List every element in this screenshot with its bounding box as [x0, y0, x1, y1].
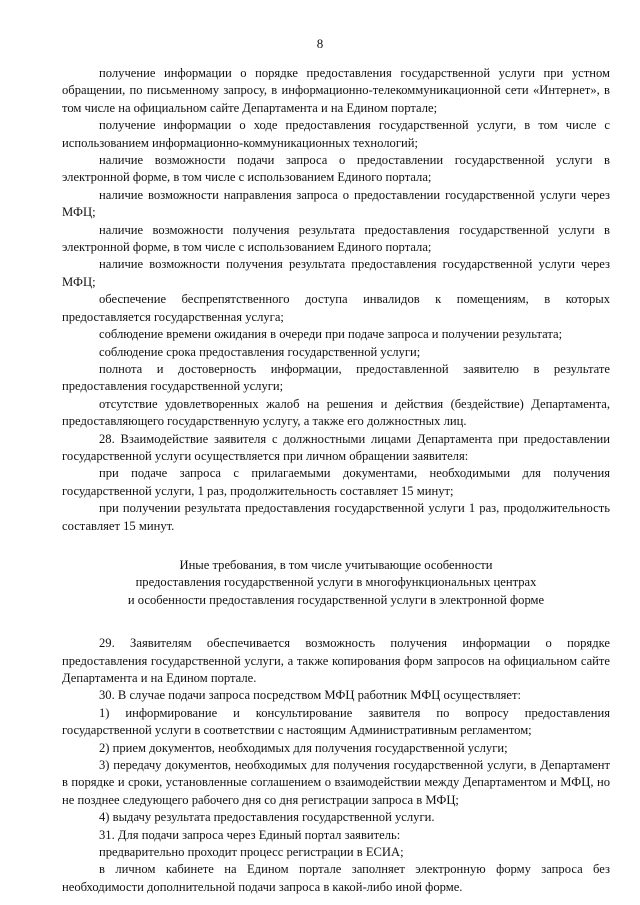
paragraph-clause-30: 30. В случае подачи запроса посредством МФЦ работник МФЦ осуществляет:: [99, 688, 521, 703]
paragraph: получение информации о порядке предоставления государственной услуги при устном обращении, по письменному запросу, в информационно-телекоммуникационной сети «Интернет», в том числе на официальном сайте Департамента и на Едином портале;: [62, 66, 610, 115]
paragraph: 1) информирование и консультирование заявителя по вопросу предоставления государственной услуги в соответствии с настоящим Административным регламентом;: [62, 705, 610, 738]
paragraph-clause-31: 31. Для подачи запроса через Единый портал заявитель:: [99, 827, 401, 842]
paragraph: при подаче запроса с прилагаемыми документами, необходимыми для получения государственной услуги, 1 раз, продолжительность составляет 15 минут;: [62, 466, 610, 498]
paragraph-clause-28: 28. Взаимодействие заявителя с должностными лицами Департамента при предоставлении государственной услуги осуществляется при личном обращении заявителя:: [62, 431, 610, 463]
paragraph: в личном кабинете на Едином портале заполняет электронную форму запроса без необходимости дополнительной подачи запроса в какой-либо иной форме.: [62, 862, 610, 894]
page-number: 8: [316, 36, 324, 51]
paragraph-clause-29: 29. Заявителям обеспечивается возможность получения информации о порядке предоставления государственной услуги, а также копирования форм запросов на официальном сайте Департамента и на Едином портале.: [62, 636, 610, 685]
section-heading: [62, 557, 610, 609]
paragraph: полнота и достоверность информации, предоставленной заявителю в результате предоставления государственной услуги;: [62, 361, 610, 394]
paragraph: соблюдение времени ожидания в очереди при подаче запроса и получении результата;: [99, 327, 563, 342]
paragraph: наличие возможности получения результата предоставления государственной услуги в электронной форме, в том числе с использованием Единого портала;: [62, 222, 610, 255]
paragraph: получение информации о ходе предоставления государственной услуги, в том числе с использованием информационно-коммуникационных технологий;: [62, 118, 610, 150]
paragraph: отсутствие удовлетворенных жалоб на решения и действия (бездействие) Департамента, предоставляющего государственную услугу, а также его должностных лиц.: [62, 396, 610, 429]
paragraph: наличие возможности направления запроса о предоставлении государственной услуги через МФЦ;: [62, 187, 610, 220]
paragraph: наличие возможности получения результата предоставления государственной услуги через МФЦ;: [62, 257, 610, 289]
paragraph: соблюдение срока предоставления государственной услуги;: [99, 344, 421, 359]
paragraph: обеспечение беспрепятственного доступа инвалидов к помещениям, в которых предоставляется государственная услуга;: [62, 292, 610, 324]
paragraph: наличие возможности подачи запроса о предоставлении государственной услуги в электронной форме, в том числе с использованием Единого портала;: [62, 153, 610, 185]
paragraph: при получении результата предоставления государственной услуги 1 раз, продолжительность составляет 15 минут.: [62, 501, 610, 533]
paragraph: 2) прием документов, необходимых для получения государственной услуги;: [99, 740, 508, 755]
section-heading-line: Иные требования, в том числе учитывающие особенности: [179, 557, 493, 572]
paragraph: предварительно проходит процесс регистрации в ЕСИА;: [99, 845, 404, 860]
paragraph: 4) выдачу результата предоставления государственной услуги.: [99, 810, 435, 825]
section-heading-line: предоставления государственной услуги в многофункциональных центрах: [135, 575, 537, 590]
document-body: [62, 65, 610, 896]
section-heading-line: и особенности предоставления государственной услуги в электронной форме: [127, 592, 545, 607]
paragraph: 3) передачу документов, необходимых для получения государственной услуги, в Департамент в порядке и сроки, установленные соглашением о взаимодействии между Департаментом и МФЦ, но не позднее следующего рабочего дня со дня регистрации запроса в МФЦ;: [62, 758, 610, 807]
